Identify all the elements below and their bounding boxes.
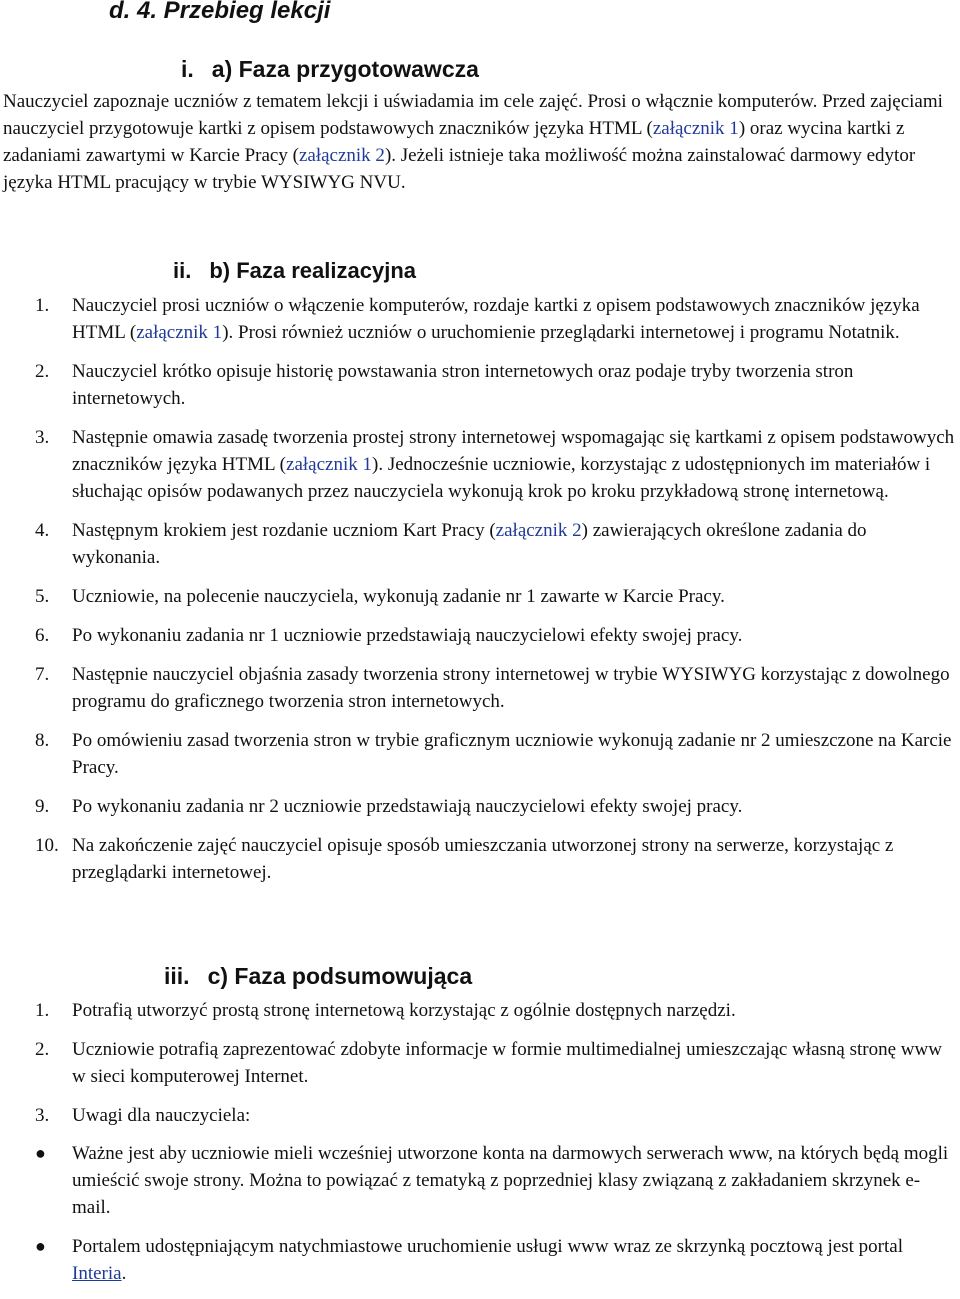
attachment-reference: załącznik 1 <box>136 322 223 343</box>
phase-title: b) Faza realizacyjna <box>209 258 416 283</box>
list-item-text: Potrafią utworzyć prostą stronę internetową korzystając z ogólnie dostępnych narzędzi. <box>72 1000 736 1021</box>
list-item <box>0 358 957 412</box>
list-item <box>0 832 957 886</box>
list-item-text: Następnie omawia zasadę tworzenia prostej strony internetowej wspomagając się kartkami z opisem podstawowych znaczników języka HTML ( <box>72 427 955 475</box>
list-item <box>0 793 957 820</box>
list-item <box>0 424 957 505</box>
list-item-text: Po wykonaniu zadania nr 2 uczniowie przedstawiają nauczycielowi efekty swojej pracy. <box>72 796 743 817</box>
list-item <box>0 622 957 649</box>
list-item-number: 7. <box>35 664 50 685</box>
list-item-text: Po wykonaniu zadania nr 1 uczniowie przedstawiają nauczycielowi efekty swojej pracy. <box>72 625 743 646</box>
bullet-text: . <box>121 1263 127 1284</box>
list-item <box>0 661 957 715</box>
phase-number: i. <box>181 56 194 82</box>
attachment-reference: załącznik 1 <box>286 454 372 475</box>
list-item-number: 8. <box>35 730 50 751</box>
list-item-number: 1. <box>35 1000 50 1021</box>
paragraph-text: ). Jeżeli istnieje taka możliwość można zainstalować darmowy edytor języka HTML pracujący w trybie WYSIWYG NVU. <box>3 145 916 193</box>
teacher-notes-list <box>0 1140 960 1299</box>
summary-list <box>0 997 960 1141</box>
list-item <box>0 292 957 346</box>
list-item-number: 5. <box>35 586 50 607</box>
paragraph-text: Nauczyciel zapoznaje uczniów z tematem lekcji i uświadamia im cele zajęć. Prosi o włącznie komputerów. Przed zajęciami nauczyciel przygotowuje kartki z opisem podstawowych znaczników języka HTML ( <box>3 91 943 139</box>
list-item <box>0 583 957 610</box>
list-item-number: 1. <box>35 295 50 316</box>
phase-title: c) Faza podsumowująca <box>207 963 473 989</box>
phase-heading-preparatory <box>181 53 479 85</box>
list-item-text: Następnym krokiem jest rozdanie uczniom Kart Pracy ( <box>72 520 496 541</box>
section-heading-lesson-flow: d. 4. Przebieg lekcji <box>109 0 331 24</box>
list-item-text: ) zawierających określone zadania do wykonania. <box>72 520 867 568</box>
phase-heading-summary <box>164 960 472 992</box>
bullet-text: Ważne jest aby uczniowie mieli wcześniej utworzone konta na darmowych serwerach www, na których będą mogli umieścić swoje strony. Można to powiązać z tematyką z poprzedniej klasy związaną z zakładaniem skrzynek e-mail. <box>72 1143 949 1218</box>
list-item-number: 6. <box>35 625 50 646</box>
list-item-text: Nauczyciel prosi uczniów o włączenie komputerów, rozdaje kartki z opisem podstawowych znaczników języka HTML ( <box>72 295 920 343</box>
list-item-number: 4. <box>35 520 50 541</box>
phase-number: iii. <box>164 963 190 989</box>
attachment-reference: załącznik 2 <box>495 520 582 541</box>
interia-portal-link[interactable]: Interia <box>72 1263 122 1284</box>
list-item-text: Uwagi dla nauczyciela: <box>72 1105 251 1126</box>
list-item-text: Uczniowie, na polecenie nauczyciela, wykonują zadanie nr 1 zawarte w Karcie Pracy. <box>72 586 725 607</box>
list-item-text: ). Jednocześnie uczniowie, korzystając z udostępnionych im materiałów i słuchając opisów podawanych przez nauczyciela wykonują krok po kroku przykładową stronę internetową. <box>72 454 931 502</box>
list-item <box>0 997 957 1024</box>
list-item-number: 2. <box>35 1039 50 1060</box>
list-item-number: 9. <box>35 796 50 817</box>
list-item <box>0 1036 957 1090</box>
list-item-number: 2. <box>35 361 50 382</box>
phase-heading-realization <box>173 255 416 287</box>
realization-steps-list <box>0 292 960 898</box>
list-item-number: 3. <box>35 1105 50 1126</box>
list-item-text: Na zakończenie zajęć nauczyciel opisuje sposób umieszczania utworzonej strony na serwerze, korzystając z przeglądarki internetowej. <box>72 835 894 883</box>
preparatory-paragraph <box>3 88 958 196</box>
list-item-text: ). Prosi również uczniów o uruchomienie przeglądarki internetowej i programu Notatnik. <box>222 322 900 343</box>
attachment-2-reference: załącznik 2 <box>298 145 385 166</box>
list-item-text: Po omówieniu zasad tworzenia stron w trybie graficznym uczniowie wykonują zadanie nr 2 umieszczone na Karcie Pracy. <box>72 730 952 778</box>
list-item-text: Następnie nauczyciel objaśnia zasady tworzenia strony internetowej w trybie WYSIWYG korzystając z dowolnego programu do graficznego tworzenia stron internetowych. <box>72 664 950 712</box>
list-item <box>0 1102 957 1129</box>
list-item-number: 10. <box>35 835 59 856</box>
bullet-item <box>0 1140 957 1221</box>
list-item-text: Nauczyciel krótko opisuje historię powstawania stron internetowych oraz podaje tryby tworzenia stron internetowych. <box>72 361 854 409</box>
list-item-text: Uczniowie potrafią zaprezentować zdobyte informacje w formie multimedialnej umieszczając własną stronę www w sieci komputerowej Internet. <box>72 1039 942 1087</box>
paragraph-text: ) oraz wycina kartki z zadaniami zawartymi w Karcie Pracy ( <box>3 118 905 166</box>
bullet-item <box>0 1233 957 1287</box>
list-item <box>0 517 957 571</box>
phase-number: ii. <box>173 258 192 283</box>
bullet-icon: ● <box>35 1143 46 1163</box>
bullet-icon: ● <box>35 1236 46 1256</box>
phase-title: a) Faza przygotowawcza <box>211 56 479 82</box>
list-item <box>0 727 957 781</box>
attachment-1-reference: załącznik 1 <box>652 118 739 139</box>
bullet-text: Portalem udostępniającym natychmiastowe uruchomienie usługi www wraz ze skrzynką pocztową jest portal <box>72 1236 903 1257</box>
list-item-number: 3. <box>35 427 50 448</box>
